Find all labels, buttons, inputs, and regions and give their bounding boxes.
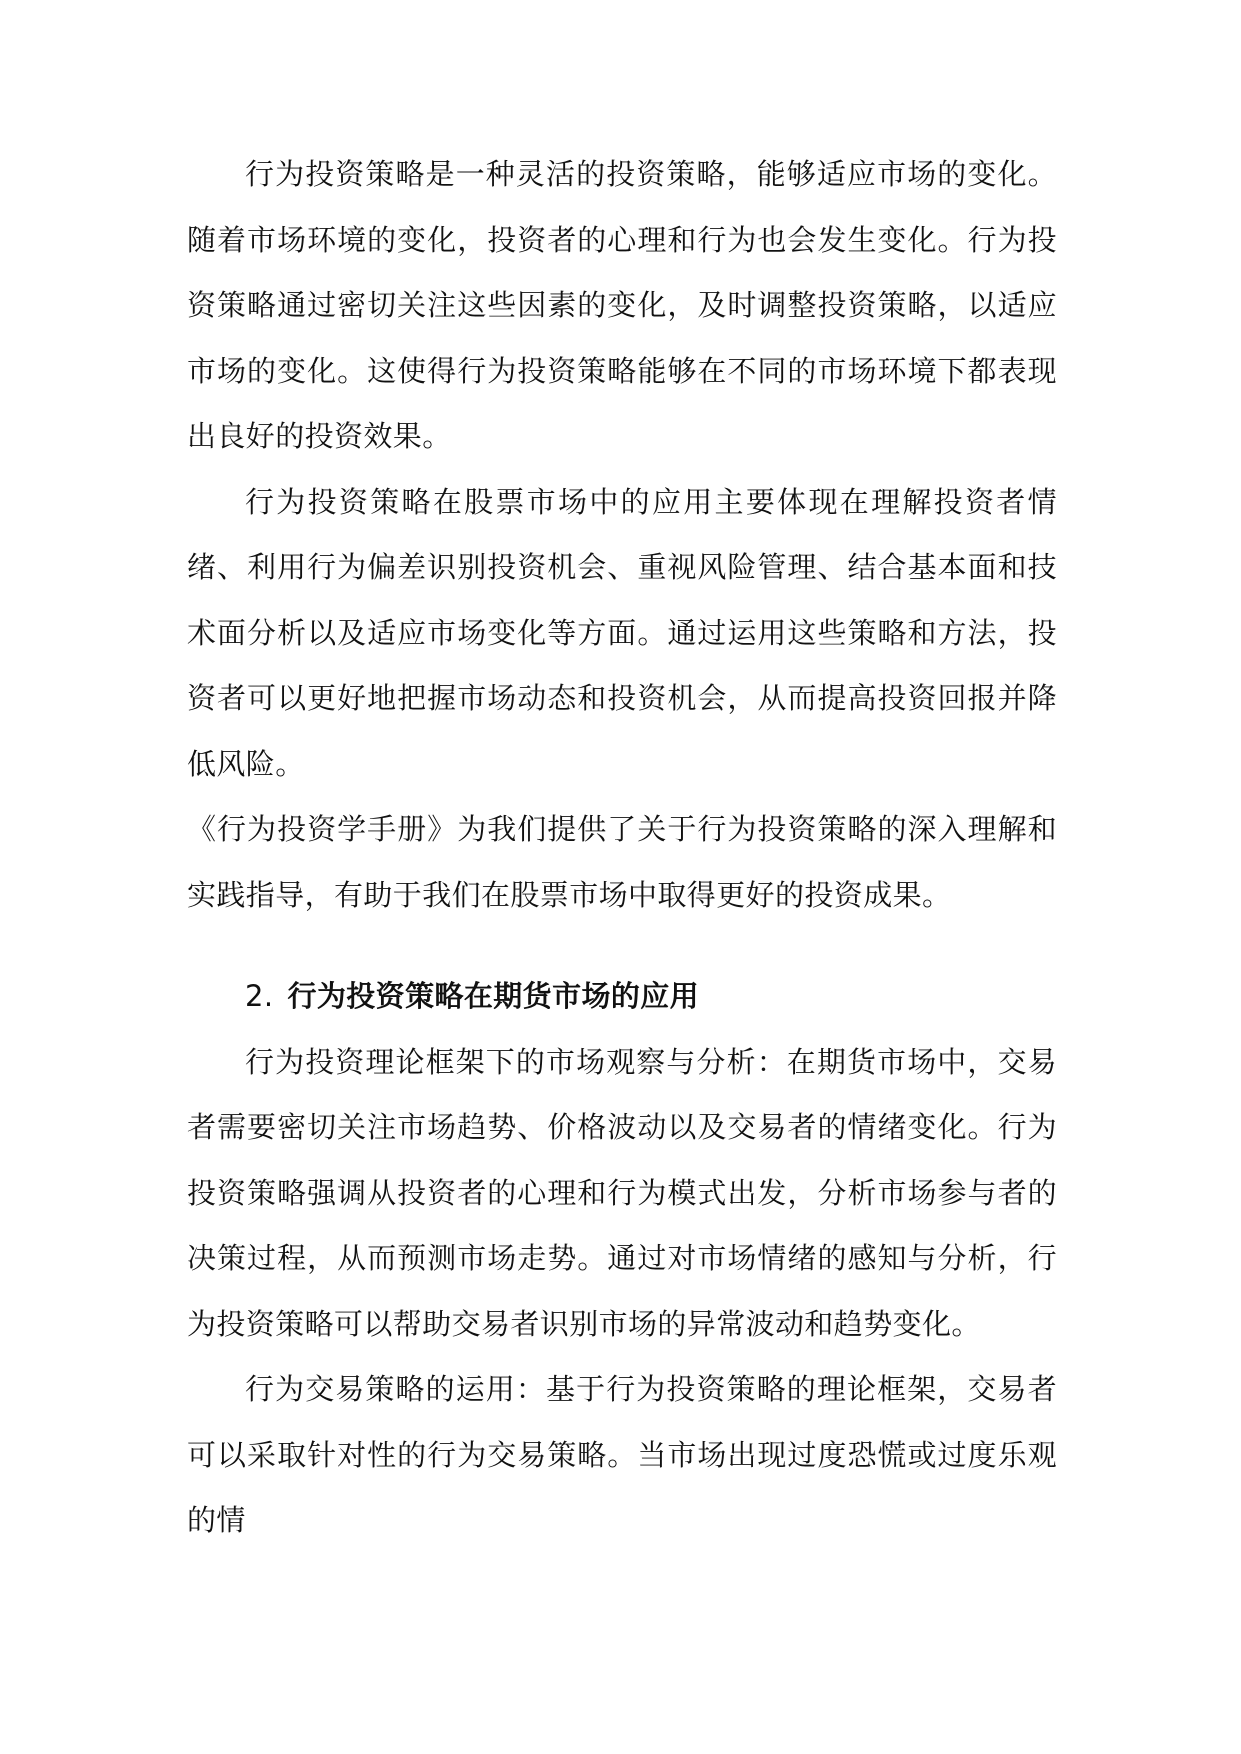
section-number: 2. — [245, 979, 274, 1013]
section-heading — [187, 964, 1057, 1030]
document-body — [187, 142, 1057, 1554]
paragraph-futures-observation: 行为投资理论框架下的市场观察与分析：在期货市场中，交易者需要密切关注市场趋势、价格波动以及交易者的情绪变化。行为投资策略强调从投资者的心理和行为模式出发，分析市场参与者的决策过程，从而预测市场走势。通过对市场情绪的感知与分析，行为投资策略可以帮助交易者识别市场的异常波动和趋势变化。 — [187, 1044, 1057, 1341]
paragraph-handbook-reference: 《行为投资学手册》为我们提供了关于行为投资策略的深入理解和实践指导，有助于我们在股票市场中取得更好的投资成果。 — [187, 812, 1057, 912]
paragraph-trading-strategy: 行为交易策略的运用：基于行为投资策略的理论框架，交易者可以采取针对性的行为交易策略。当市场出现过度恐慌或过度乐观的情 — [187, 1372, 1057, 1537]
paragraph-adaptability: 行为投资策略是一种灵活的投资策略，能够适应市场的变化。随着市场环境的变化，投资者的心理和行为也会发生变化。行为投资策略通过密切关注这些因素的变化，及时调整投资策略，以适应市场的变化。这使得行为投资策略能够在不同的市场环境下都表现出良好的投资效果。 — [187, 157, 1057, 453]
section-title: 行为投资策略在期货市场的应用 — [287, 979, 700, 1013]
paragraph-stock-market-application: 行为投资策略在股票市场中的应用主要体现在理解投资者情绪、利用行为偏差识别投资机会、重视风险管理、结合基本面和技术面分析以及适应市场变化等方面。通过运用这些策略和方法，投资者可以更好地把握市场动态和投资机会，从而提高投资回报并降低风险。 — [187, 484, 1057, 781]
